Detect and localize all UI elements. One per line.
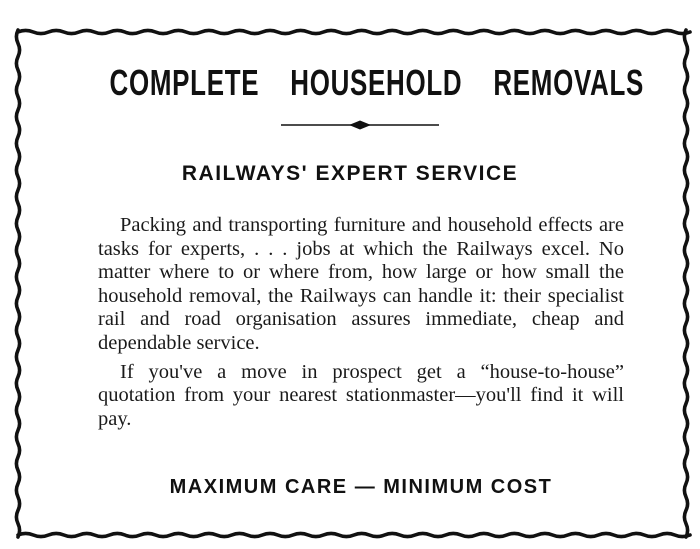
headline bbox=[98, 62, 645, 104]
tagline: MAXIMUM CARE — MINIMUM COST bbox=[169, 476, 553, 498]
headline-word-removals: REMOVALS bbox=[493, 62, 645, 103]
body-copy bbox=[98, 214, 624, 431]
body-paragraph-1: Packing and transporting furniture and household effects are tasks for experts, . . . jobs at which the Railways excel. No matter where to or where from, how large or how small the household removal, the Railways can handle it: their specialist rail and road organisation assures immediate, cheap and dependable service. bbox=[98, 214, 624, 354]
headline-word-household: HOUSEHOLD bbox=[290, 62, 463, 103]
body-paragraph-2: If you've a move in prospect get a “house-to-house” quotation from your nearest stationmaster—you'll find it will pay. bbox=[98, 360, 624, 430]
subheading: RAILWAYS' EXPERT SERVICE bbox=[181, 162, 519, 185]
diamond-rule-divider bbox=[281, 118, 439, 132]
headline-word-complete: COMPLETE bbox=[109, 62, 260, 103]
